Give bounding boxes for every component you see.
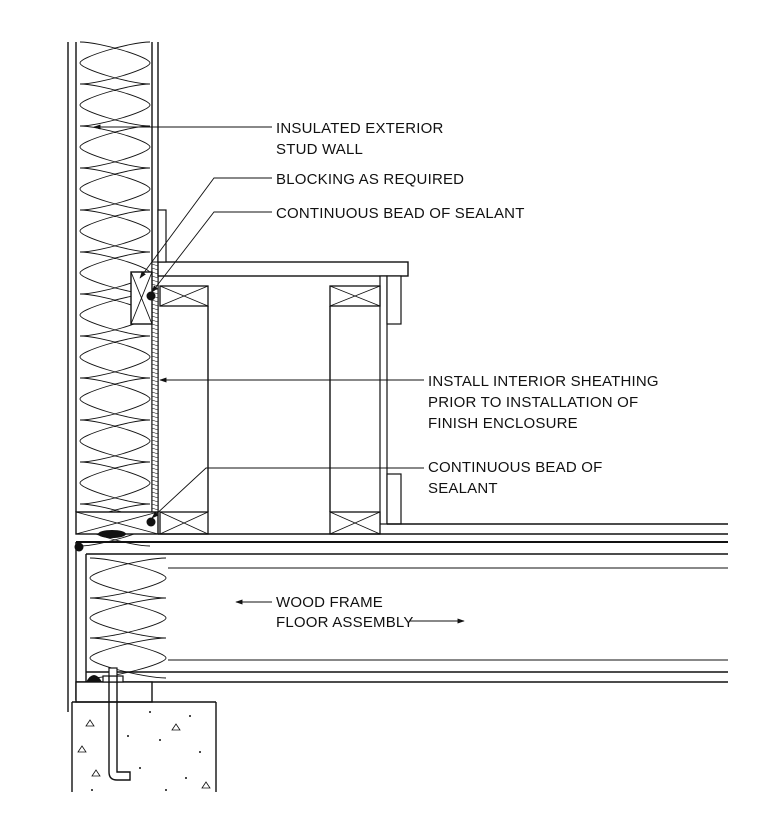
floor-assembly [76,524,728,700]
label-blocking: BLOCKING AS REQUIRED [276,171,465,188]
floor-insulation-batt [90,558,166,678]
enclosure-frame [158,210,408,534]
label-interior-sheathing: INSTALL INTERIOR SHEATHING PRIOR TO INSTALLATION OF FINISH ENCLOSURE [428,373,659,432]
leader-lines [94,127,464,621]
concrete-foundation [72,702,216,792]
label-sealant-top: CONTINUOUS BEAD OF SEALANT [276,205,525,222]
label-sealant-bottom: CONTINUOUS BEAD OF SEALANT [428,459,603,497]
label-insulated-exterior-wall: INSULATED EXTERIOR STUD WALL [276,120,444,158]
label-floor-assembly: WOOD FRAME FLOOR ASSEMBLY [276,594,414,631]
sill-plate [76,682,152,702]
